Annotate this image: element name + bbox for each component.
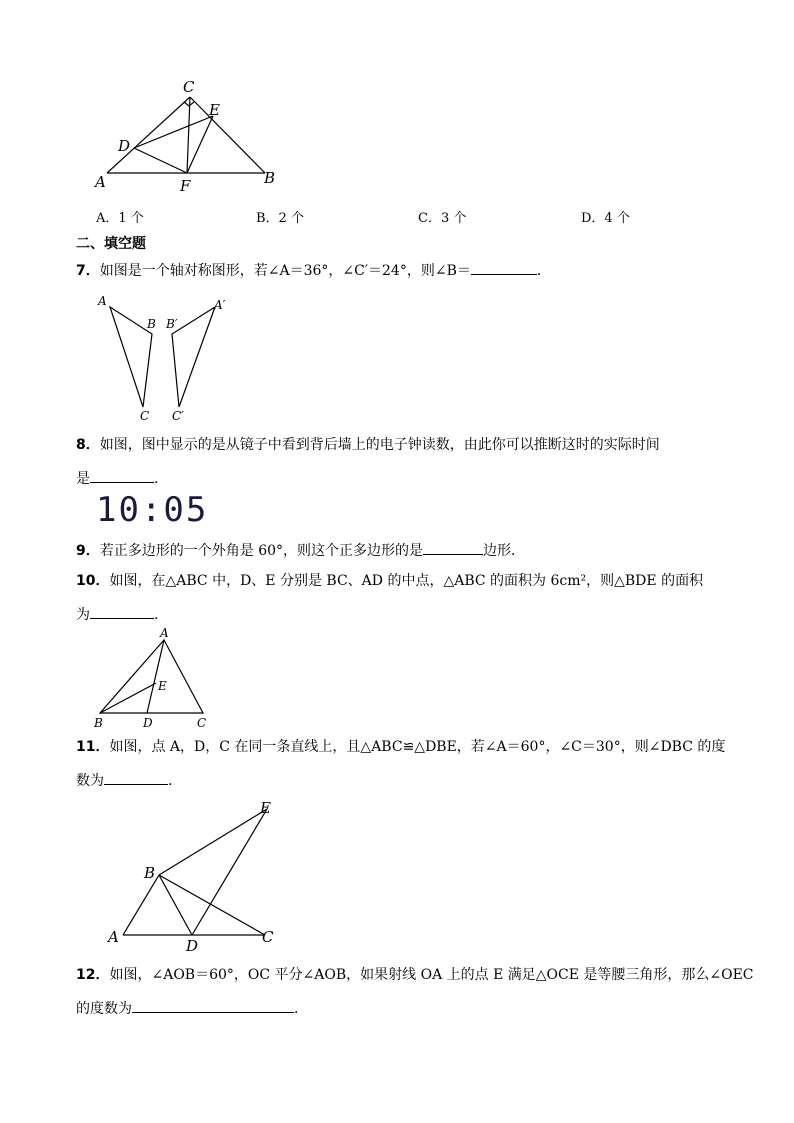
question-text: 若正多边形的一个外角是 60°，则这个正多边形的是 xyxy=(99,543,424,559)
question-end: . xyxy=(154,471,159,487)
point-b-prime-label: B′ xyxy=(166,317,178,331)
option-b: B．2 个 xyxy=(256,211,304,226)
question-12-line-2 xyxy=(76,998,308,1018)
point-d-label: D xyxy=(118,137,131,155)
question-end: ． xyxy=(536,263,551,279)
figure-symmetric-triangles xyxy=(90,290,240,425)
question-end: ． xyxy=(294,1001,308,1017)
question-number: 9． xyxy=(76,543,100,559)
question-text: 如图，图中显示的是从镜子中看到背后墙上的电子钟读数，由此你可以推断这时的实际时间 xyxy=(99,437,660,453)
point-a-label: A xyxy=(160,626,169,640)
answer-blank[interactable] xyxy=(471,260,537,275)
point-a-prime-label: A′ xyxy=(214,298,226,312)
question-12 xyxy=(76,966,754,984)
question-11 xyxy=(76,738,725,756)
point-c-label: C xyxy=(183,78,195,96)
point-d-label: D xyxy=(143,716,153,730)
question-number: 11． xyxy=(76,739,110,755)
point-a-label: A xyxy=(98,294,107,308)
point-b-label: B xyxy=(147,317,156,331)
option-a: A．1 个 xyxy=(96,211,144,226)
answer-blank[interactable] xyxy=(423,540,483,555)
question-11-line-2 xyxy=(76,770,182,790)
question-number: 10． xyxy=(76,573,110,589)
figure-triangle-abc-def xyxy=(90,75,290,200)
question-text: 如图，∠AOB＝60°，OC 平分∠AOB，如果射线 OA 上的点 E 满足△OCE 是等腰三角形，那么∠OEC xyxy=(109,967,754,983)
point-b-label: B xyxy=(144,864,156,882)
question-9 xyxy=(76,540,525,560)
point-c-label: C xyxy=(140,409,150,423)
point-c-label: C xyxy=(197,716,207,730)
question-text: 为 xyxy=(76,607,90,623)
point-e-label: E xyxy=(209,101,220,119)
option-c: C．3 个 xyxy=(418,211,467,226)
point-f-label: F xyxy=(180,177,191,195)
section-title: 二、填空题 xyxy=(76,236,146,252)
question-text: 如图，点 A，D，C 在同一条直线上，且△ABC≌△DBE，若∠A＝60°，∠C＝30°，则∠DBC 的度 xyxy=(109,739,726,755)
question-text: 数为 xyxy=(76,773,104,789)
question-number: 8． xyxy=(76,437,100,453)
question-8 xyxy=(76,436,660,454)
question-10 xyxy=(76,572,703,590)
question-text: 的度数为 xyxy=(76,1001,132,1017)
question-end: . xyxy=(154,607,159,623)
point-c-label: C xyxy=(262,928,274,946)
answer-blank[interactable] xyxy=(90,604,154,619)
point-c-prime-label: C′ xyxy=(172,409,184,423)
answer-blank[interactable] xyxy=(104,770,168,785)
point-b-label: B xyxy=(264,169,276,187)
option-d: D．4 个 xyxy=(581,211,630,226)
question-number: 7． xyxy=(76,263,100,279)
point-e-label: E xyxy=(260,799,271,817)
answer-blank[interactable] xyxy=(132,998,294,1013)
point-a-label: A xyxy=(108,928,119,946)
point-d-label: D xyxy=(186,937,199,955)
question-text: 是 xyxy=(76,471,90,487)
answer-blank[interactable] xyxy=(90,468,154,483)
figure-triangle-bde xyxy=(88,624,218,732)
question-7 xyxy=(76,260,551,280)
point-b-label: B xyxy=(94,716,103,730)
question-8-line-2 xyxy=(76,468,158,488)
question-number: 12． xyxy=(76,967,110,983)
point-e-label: E xyxy=(158,679,167,693)
question-end: 边形． xyxy=(483,543,526,559)
question-text: 如图，在△ABC 中，D、E 分别是 BC、AD 的中点，△ABC 的面积为 6cm²，则△BDE 的面积 xyxy=(109,573,704,589)
question-10-line-2 xyxy=(76,604,158,624)
question-end: ． xyxy=(168,773,182,789)
question-text: 如图是一个轴对称图形，若∠A＝36°，∠C′＝24°，则∠B＝ xyxy=(99,263,471,279)
figure-congruent-triangles xyxy=(100,795,290,955)
mirror-clock-display: 10:05 xyxy=(96,490,209,530)
point-a-label: A xyxy=(95,173,106,191)
